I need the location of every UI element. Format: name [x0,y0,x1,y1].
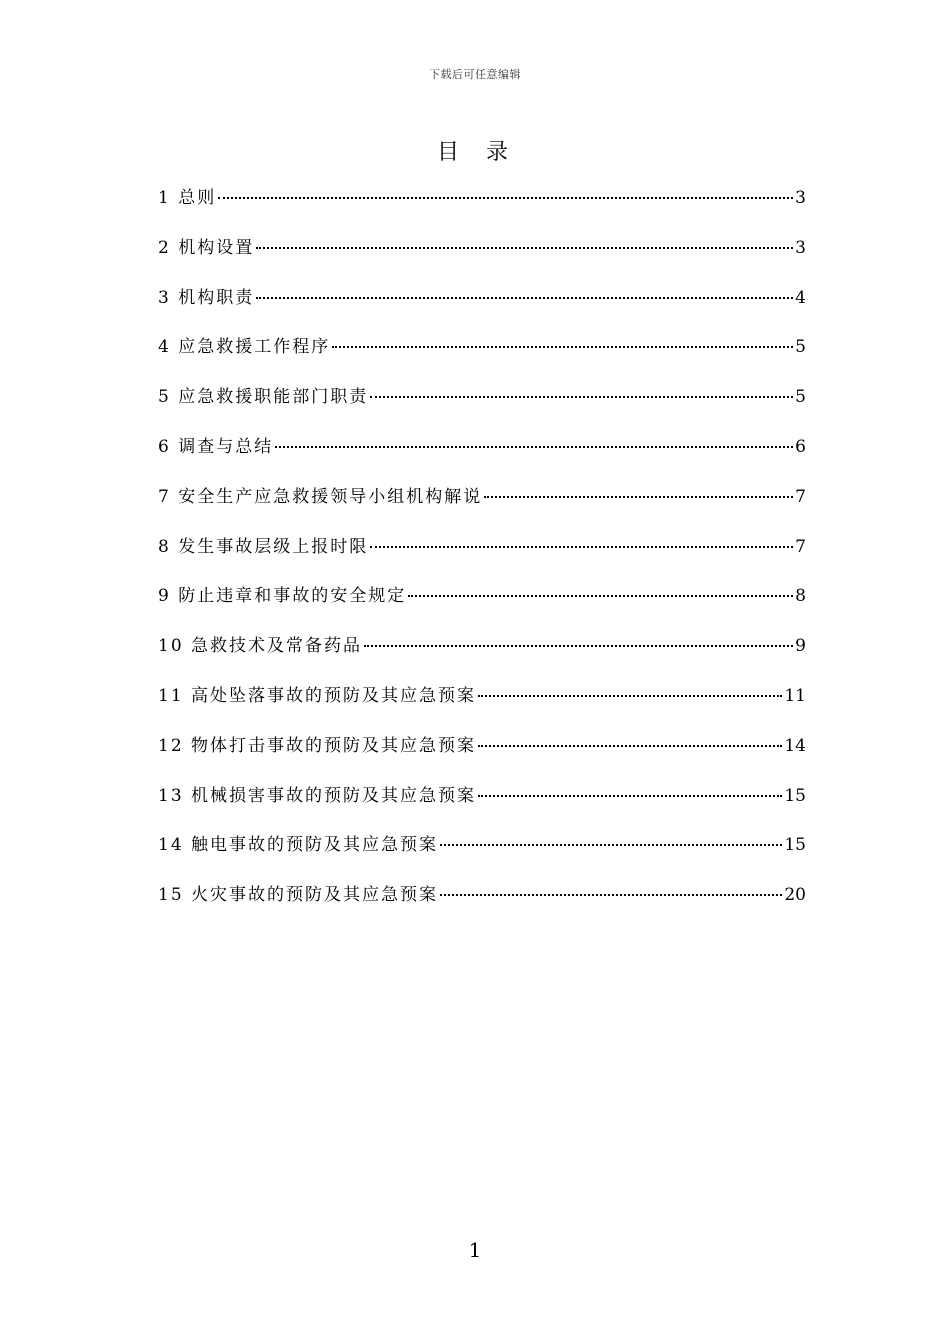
toc-entry[interactable] [158,183,806,233]
toc-entry-page: 7 [795,486,806,507]
toc-dot-leader [275,446,793,448]
toc-entry[interactable] [158,880,806,930]
toc-dot-leader [256,247,793,249]
toc-entry[interactable] [158,432,806,482]
page-number: 1 [468,1238,482,1262]
toc-entry-label: 9 防止违章和事故的安全规定 [158,586,407,607]
toc-entry-page: 3 [795,237,806,258]
toc-entry[interactable] [158,382,806,432]
toc-entry-label: 13 机械损害事故的预防及其应急预案 [158,785,477,806]
toc-title: 目 录 [437,140,518,165]
toc-dot-leader [478,795,782,797]
toc-entry-label: 8 发生事故层级上报时限 [158,536,369,557]
toc-entry-label: 15 火灾事故的预防及其应急预案 [158,885,439,906]
toc-entry[interactable] [158,681,806,731]
toc-entry-page: 5 [795,337,806,358]
toc-entry-page: 20 [784,885,806,906]
toc-entry-label: 14 触电事故的预防及其应急预案 [158,835,439,856]
toc-entry[interactable] [158,532,806,582]
toc-entry[interactable] [158,581,806,631]
page-header-note: 下载后可任意编辑 [429,68,521,81]
toc-entry-label: 2 机构设置 [158,237,255,258]
toc-entry-page: 3 [795,188,806,208]
toc-entry-label: 11 高处坠落事故的预防及其应急预案 [158,685,477,706]
toc-dot-leader [370,546,793,548]
toc-dot-leader [478,695,782,697]
toc-entry-page: 11 [784,685,806,706]
toc-entry-label: 6 调查与总结 [158,436,274,457]
toc-dot-leader [408,595,793,597]
toc-entry[interactable] [158,233,806,283]
toc-entry[interactable] [158,332,806,382]
toc-dot-leader [256,297,793,299]
toc-dot-leader [364,645,793,647]
toc-dot-leader [484,496,793,498]
toc-entry-label: 5 应急救援职能部门职责 [158,387,369,408]
toc-entry[interactable] [158,781,806,831]
toc-entry-label: 4 应急救援工作程序 [158,337,331,358]
toc-entry-page: 9 [795,636,806,657]
toc-entry-label: 1 总则 [158,188,217,208]
toc-entry-page: 5 [795,387,806,408]
toc-entry[interactable] [158,830,806,880]
toc-dot-leader [440,894,782,896]
toc-entry-label: 7 安全生产应急救援领导小组机构解说 [158,486,483,507]
toc-entry-label: 3 机构职责 [158,287,255,308]
toc-dot-leader [440,844,782,846]
table-of-contents [158,183,806,930]
toc-entry-label: 12 物体打击事故的预防及其应急预案 [158,735,477,756]
toc-entry-page: 8 [795,586,806,607]
toc-entry-page: 4 [795,287,806,308]
toc-entry[interactable] [158,631,806,681]
toc-dot-leader [478,745,782,747]
toc-entry-page: 15 [784,785,806,806]
toc-entry-label: 10 急救技术及常备药品 [158,636,363,657]
toc-entry-page: 6 [795,436,806,457]
toc-entry[interactable] [158,283,806,333]
toc-dot-leader [218,197,793,199]
toc-entry-page: 14 [784,735,806,756]
toc-entry[interactable] [158,731,806,781]
toc-entry[interactable] [158,482,806,532]
toc-entry-page: 7 [795,536,806,557]
toc-entry-page: 15 [784,835,806,856]
toc-dot-leader [332,346,793,348]
toc-dot-leader [370,396,793,398]
